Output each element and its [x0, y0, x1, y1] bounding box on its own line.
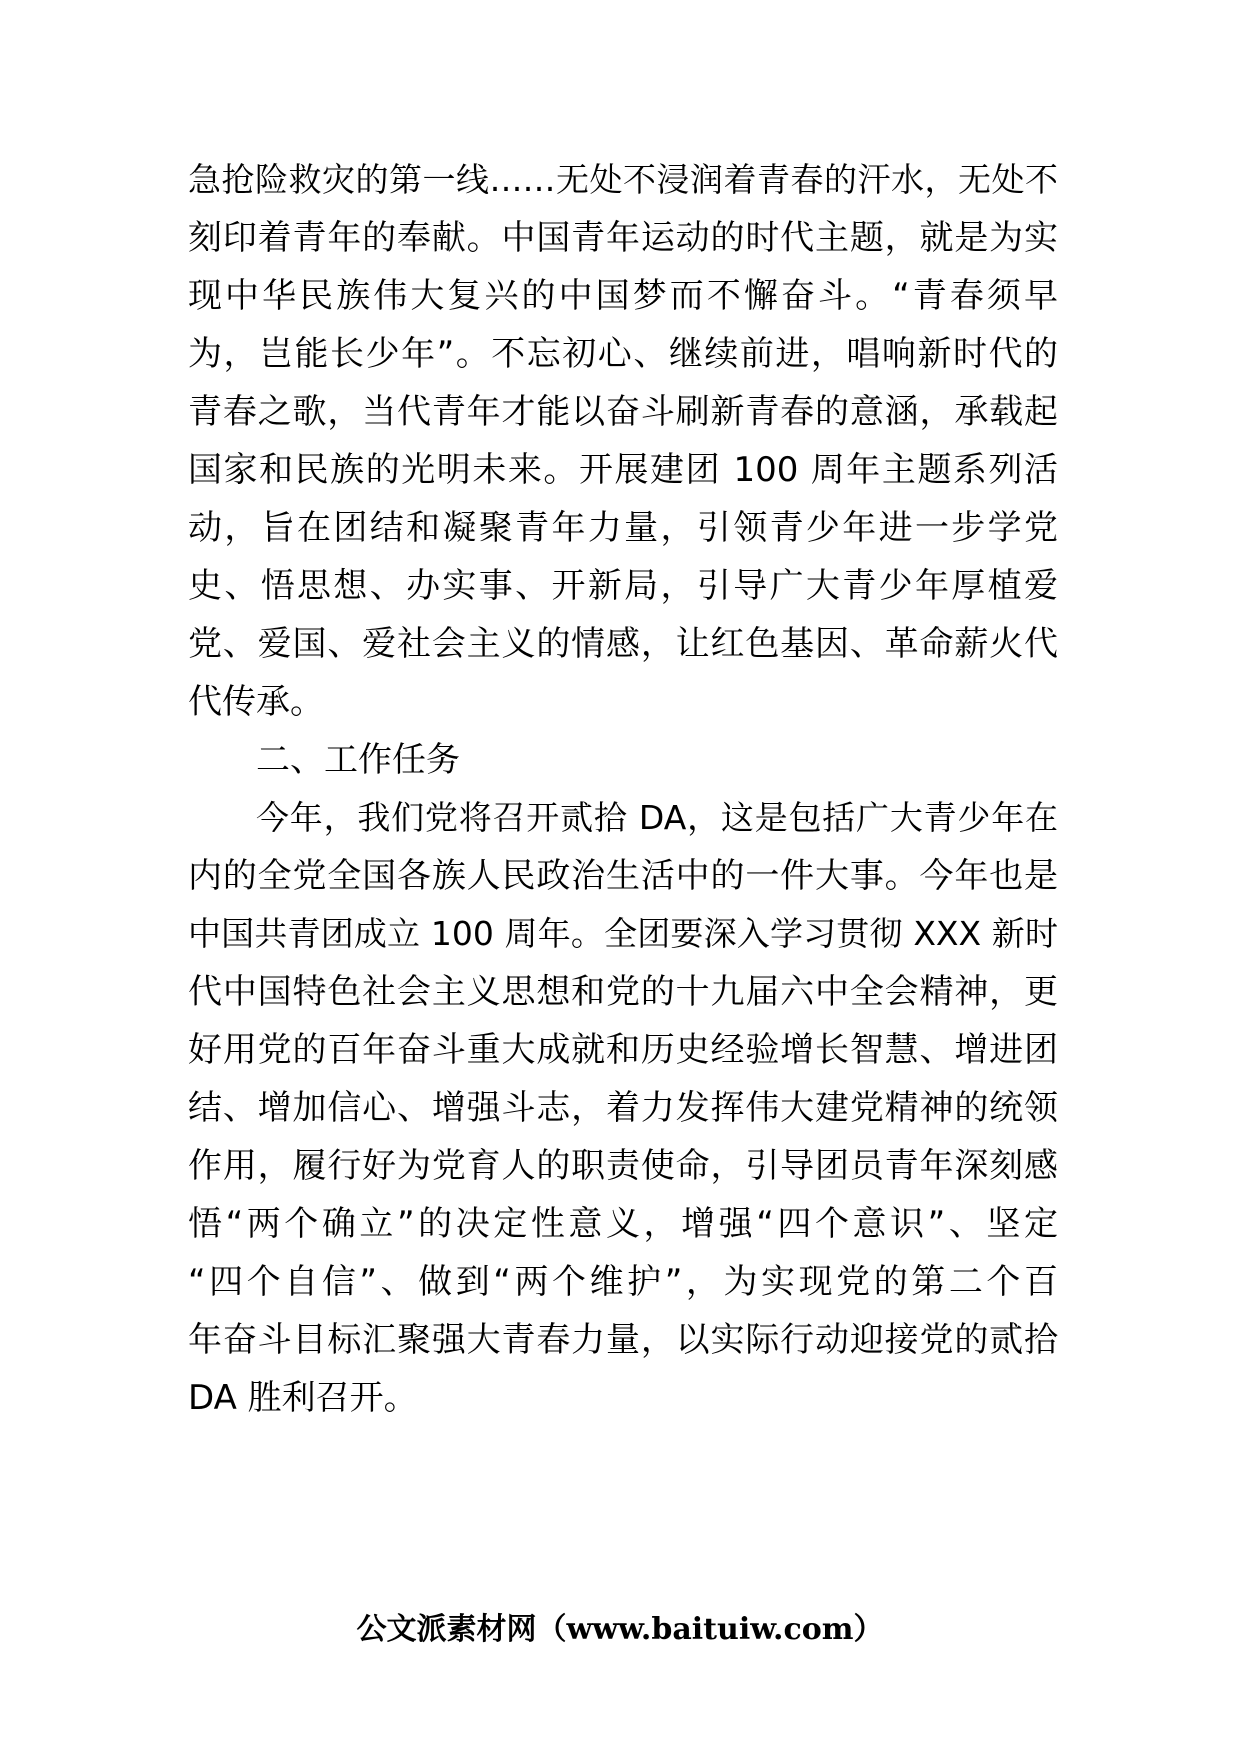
- paragraph-line-first: 今年，我们党将召开贰拾 DA，这是包括广大青少年在: [256, 798, 1058, 837]
- paragraph-line: 结、增加信心、增强斗志，着力发挥伟大建党精神的统领: [188, 1088, 1058, 1128]
- page-footer: 公文派素材网（www.baituiw.com）: [356, 1612, 884, 1647]
- paragraph-line: 国家和民族的光明未来。开展建团 100 周年主题系列活: [188, 450, 1058, 490]
- paragraph-line: 青春之歌，当代青年才能以奋斗刷新青春的意涵，承载起: [188, 392, 1058, 432]
- paragraph-line: “四个自信”、做到“两个维护”，为实现党的第二个百: [188, 1262, 1058, 1302]
- paragraph-line: 代中国特色社会主义思想和党的十九届六中全会精神，更: [188, 972, 1058, 1012]
- paragraph-line-last: 代传承。: [188, 682, 324, 722]
- paragraph-line: 为，岂能长少年”。不忘初心、继续前进，唱响新时代的: [188, 334, 1058, 374]
- paragraph-line: 动，旨在团结和凝聚青年力量，引领青少年进一步学党: [188, 508, 1058, 548]
- paragraph-line: 急抢险救灾的第一线……无处不浸润着青春的汗水，无处不: [188, 160, 1058, 199]
- paragraph-line: 好用党的百年奋斗重大成就和历史经验增长智慧、增进团: [188, 1030, 1058, 1070]
- paragraph-line: 内的全党全国各族人民政治生活中的一件大事。今年也是: [188, 856, 1058, 896]
- paragraph-line: 中国共青团成立 100 周年。全团要深入学习贯彻 XXX 新时: [188, 914, 1058, 953]
- paragraph-line-last: DA 胜利召开。: [188, 1378, 418, 1418]
- paragraph-line: 作用，履行好为党育人的职责使命，引导团员青年深刻感: [188, 1146, 1058, 1186]
- paragraph-line: 现中华民族伟大复兴的中国梦而不懈奋斗。“青春须早: [188, 276, 1058, 316]
- paragraph-line: 刻印着青年的奉献。中国青年运动的时代主题，就是为实: [188, 218, 1058, 258]
- paragraph-line: 年奋斗目标汇聚强大青春力量，以实际行动迎接党的贰拾: [188, 1320, 1058, 1360]
- paragraph-line: 史、悟思想、办实事、开新局，引导广大青少年厚植爱: [188, 566, 1058, 606]
- section-heading: 二、工作任务: [256, 740, 460, 780]
- paragraph-line: 悟“两个确立”的决定性意义，增强“四个意识”、坚定: [188, 1204, 1058, 1244]
- paragraph-line: 党、爱国、爱社会主义的情感，让红色基因、革命薪火代: [188, 624, 1058, 664]
